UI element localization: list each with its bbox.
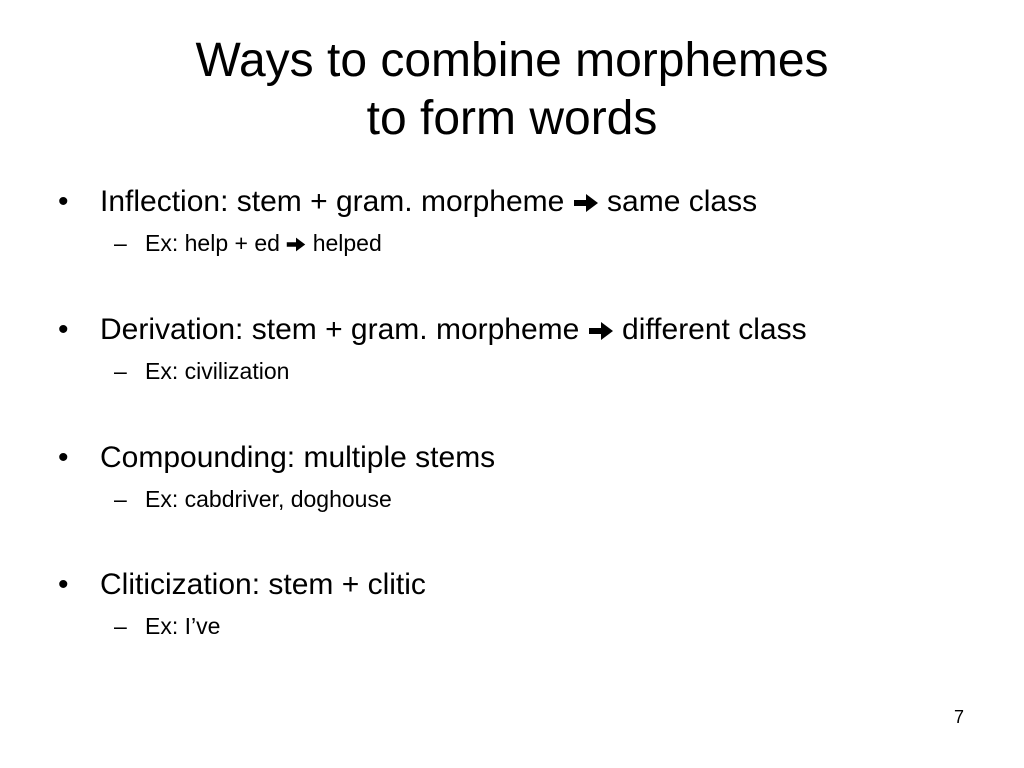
bullet-item-cliticization — [58, 567, 426, 603]
bullet-label-result: same class — [607, 185, 758, 218]
example-text: Ex: I’ve — [145, 613, 221, 639]
dash-marker: – — [114, 613, 127, 639]
bullet-label: Compounding: multiple stems — [100, 441, 496, 474]
bullet-marker: • — [58, 568, 69, 601]
bullet-marker: • — [58, 441, 69, 474]
sub-item-example — [114, 612, 220, 640]
example-text: Ex: cabdriver, doghouse — [145, 486, 392, 512]
bullet-item-inflection — [58, 184, 757, 220]
bullet-label-result: different class — [622, 313, 807, 346]
slide-title-line-1: Ways to combine morphemes — [195, 34, 829, 87]
bullet-label: Inflection: stem + gram. morpheme — [100, 185, 565, 218]
dash-marker: – — [114, 230, 127, 256]
example-text: Ex: help + ed — [145, 230, 280, 256]
sub-item-example — [114, 357, 289, 385]
right-arrow-icon — [573, 192, 599, 214]
bullet-label: Derivation: stem + gram. morpheme — [100, 313, 580, 346]
sub-item-example — [114, 229, 382, 257]
bullet-marker: • — [58, 185, 69, 218]
right-arrow-icon — [588, 320, 614, 342]
bullet-label: Cliticization: stem + clitic — [100, 568, 426, 601]
slide-title-line-2: to form words — [366, 92, 658, 145]
bullet-item-derivation — [58, 312, 807, 348]
sub-item-example — [114, 485, 392, 513]
right-arrow-icon — [286, 236, 306, 253]
bullet-marker: • — [58, 313, 69, 346]
example-result: helped — [312, 230, 382, 256]
page-number: 7 — [953, 707, 964, 727]
example-text: Ex: civilization — [145, 358, 290, 384]
dash-marker: – — [114, 358, 127, 384]
bullet-item-compounding — [58, 440, 495, 476]
dash-marker: – — [114, 486, 127, 512]
